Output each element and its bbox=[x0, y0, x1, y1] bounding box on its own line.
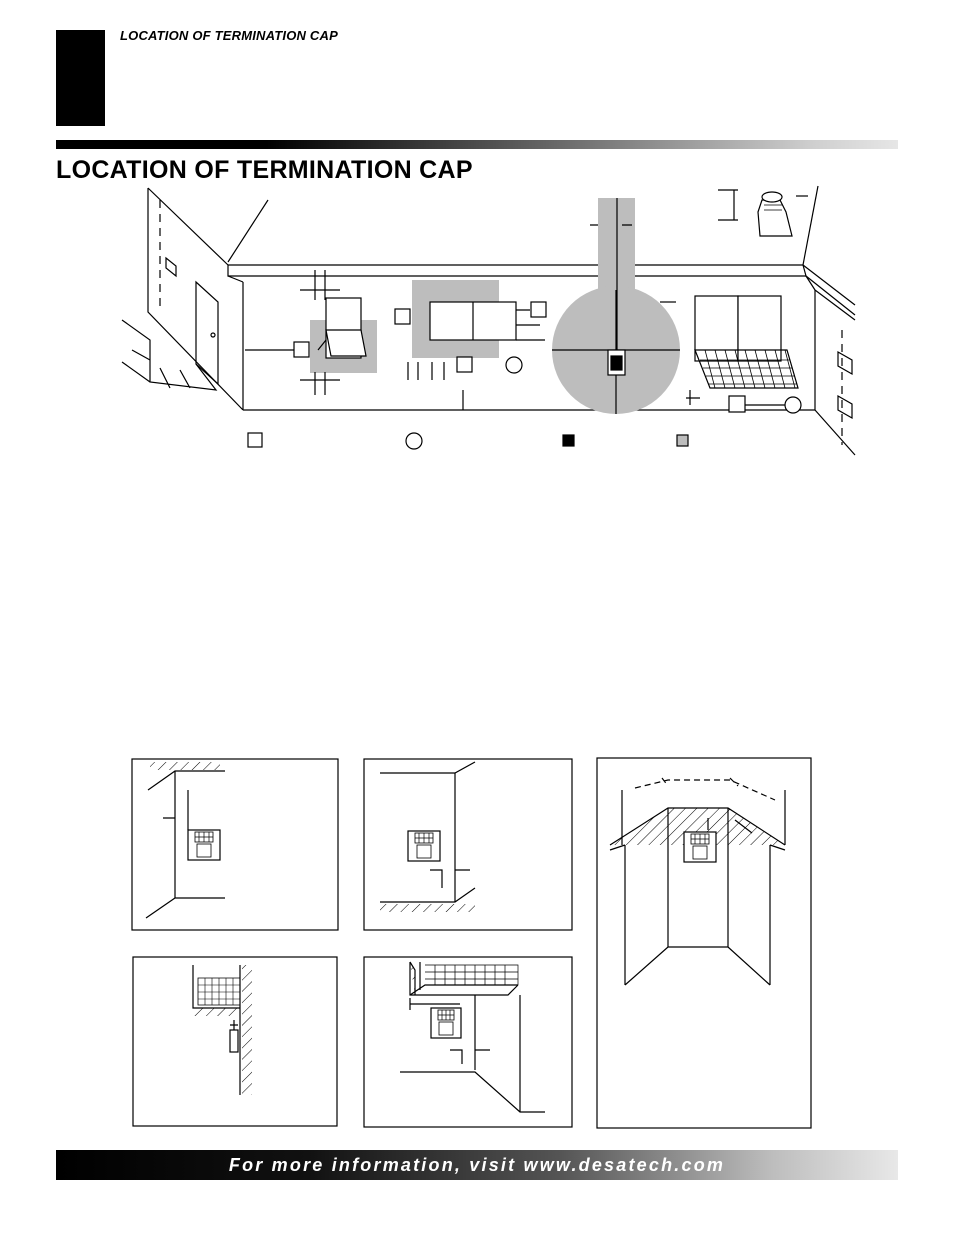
panel-outside-corner bbox=[364, 759, 572, 930]
header-section-label: LOCATION OF TERMINATION CAP bbox=[120, 28, 338, 43]
panel-under-balcony bbox=[133, 957, 337, 1126]
panel-alcove bbox=[597, 758, 811, 1128]
panel-under-porch bbox=[364, 957, 572, 1127]
vent-cap-icon bbox=[230, 1030, 238, 1052]
footer-website-link[interactable]: For more information, visit www.desatech.com bbox=[228, 1155, 726, 1175]
page-title: LOCATION OF TERMINATION CAP bbox=[56, 156, 473, 184]
panel-inside-corner bbox=[132, 759, 338, 930]
